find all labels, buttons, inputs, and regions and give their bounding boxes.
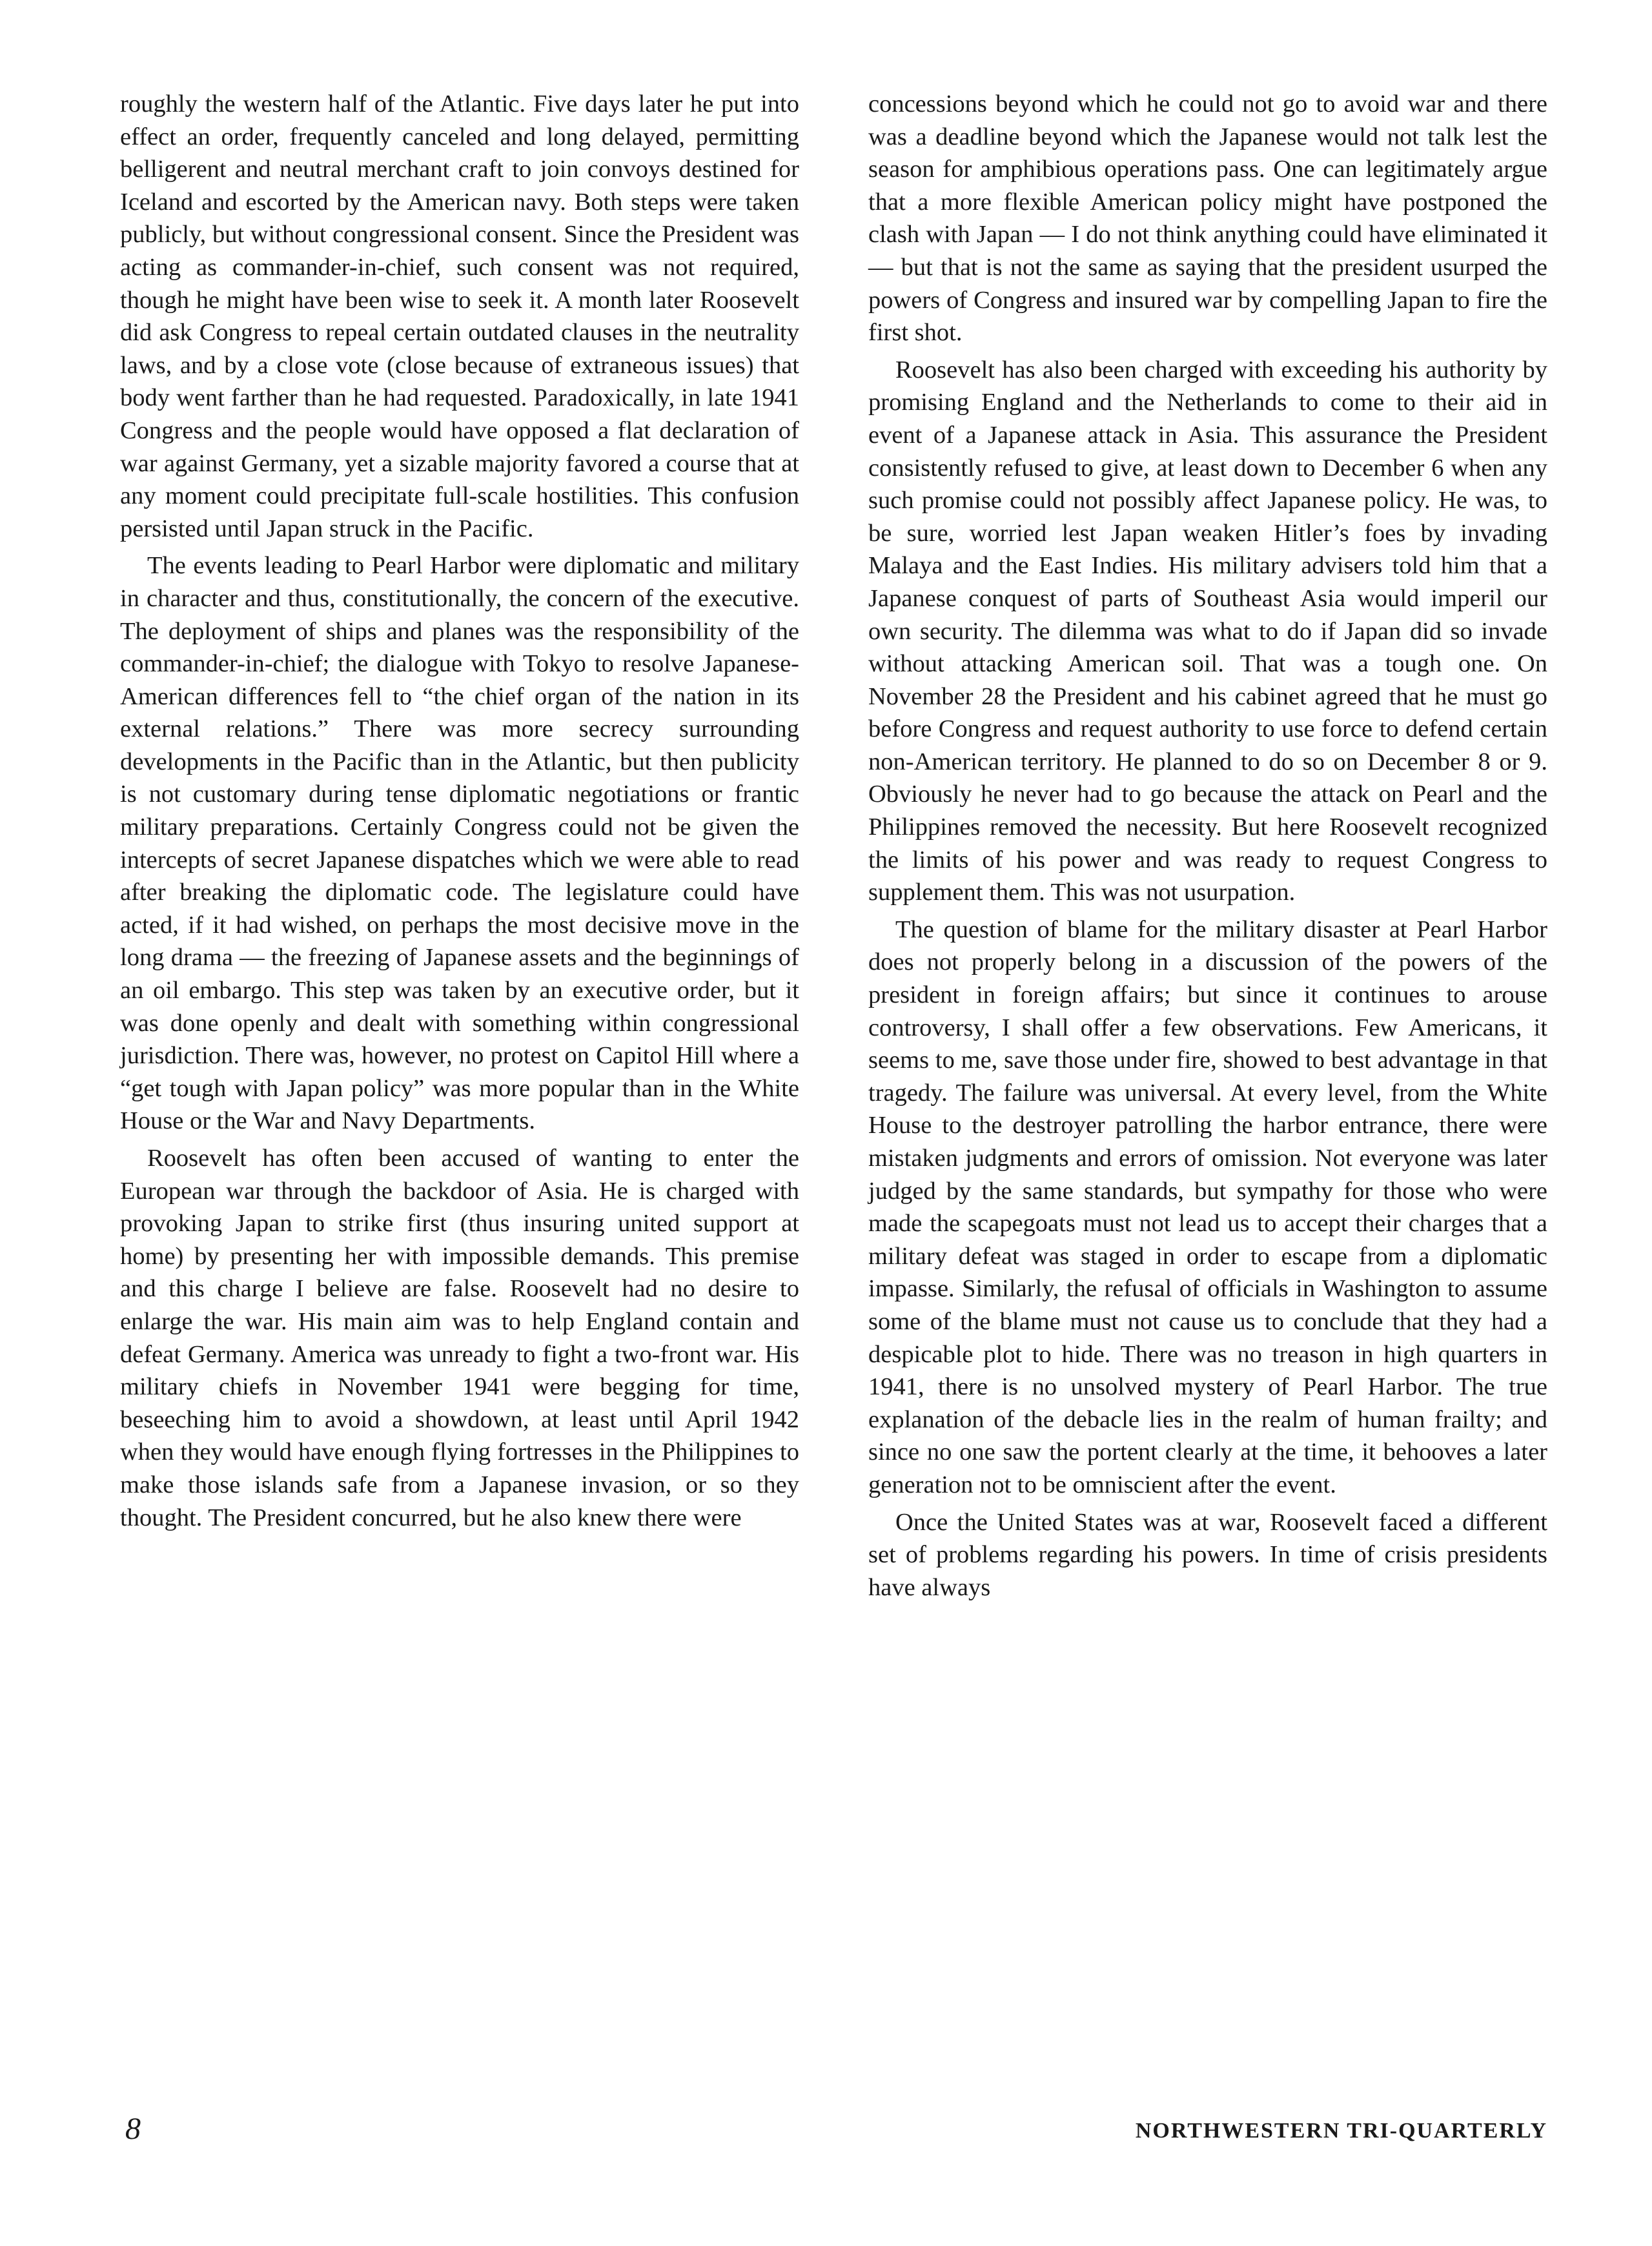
left-text-column	[120, 88, 799, 1534]
page-footer	[120, 2110, 1547, 2149]
right-text-column	[868, 88, 1547, 1604]
paragraph: The events leading to Pearl Harbor were diplomatic and military in character and thus, constitutionally, the concern of the executive. The deployment of ships and planes was the responsibility of the commander-in-chief; the dialogue with Tokyo to resolve Japanese-American differences fell to “the chief organ of the nation in its external relations.” There was more secrecy surrounding developments in the Pacific than in the Atlantic, but then publicity is not customary during tense diplomatic negotiations or frantic military preparations. Certainly Congress could not be given the intercepts of secret Japanese dispatches which we were able to read after breaking the diplomatic code. The legislature could have acted, if it had wished, on perhaps the most decisive move in the long drama — the freezing of Japanese assets and the beginnings of an oil embargo. This step was taken by an executive order, but it was done openly and dealt with something within congressional jurisdiction. There was, however, no protest on Capitol Hill where a “get tough with Japan policy” was more popular than in the White House or the War and Navy Departments.	[120, 552, 799, 1135]
paragraph: concessions beyond which he could not go to avoid war and there was a deadline beyond which the Japanese would not talk lest the season for amphibious operations pass. One can legitimately argue that a more flexible American policy might have postponed the clash with Japan — I do not think anything could have eliminated it — but that is not the same as saying that the president usurped the powers of Congress and insured war by compelling Japan to fire the first shot.	[868, 90, 1547, 347]
paragraph: roughly the western half of the Atlantic. Five days later he put into effect an order, frequently canceled and long delayed, permitting belligerent and neutral merchant craft to join convoys destined for Iceland and escorted by the American navy. Both steps were taken publicly, but without congressional consent. Since the President was acting as commander-in-chief, such consent was not required, though he might have been wise to seek it. A month later Roosevelt did ask Congress to repeal certain outdated clauses in the neutrality laws, and by a close vote (close because of extraneous issues) that body went farther than he had requested. Paradoxically, in late 1941 Congress and the people would have opposed a flat declaration of war against Germany, yet a sizable majority favored a course that at any moment could precipitate full-scale hostilities. This confusion persisted until Japan struck in the Pacific.	[120, 90, 799, 542]
paragraph: Roosevelt has also been charged with exceeding his authority by promising England and the Netherlands to come to their aid in event of a Japanese attack in Asia. This assurance the President consistently refused to give, at least down to December 6 when any such promise could not possibly affect Japanese policy. He was, to be sure, worried lest Japan weaken Hitler’s foes by invading Malaya and the East Indies. His military advisers told him that a Japanese conquest of parts of Southeast Asia would imperil our own security. The dilemma was what to do if Japan did so invade without attacking American soil. That was a tough one. On November 28 the President and his cabinet agreed that he must go before Congress and request authority to use force to defend certain non-American territory. He planned to do so on December 8 or 9. Obviously he never had to go because the attack on Pearl and the Philippines removed the necessity. But here Roosevelt recognized the limits of his power and was ready to request Congress to supplement them. This was not usurpation.	[868, 356, 1547, 906]
paragraph: The question of blame for the military disaster at Pearl Harbor does not properly belong in a discussion of the powers of the president in foreign affairs; but since it continues to arouse controversy, I shall offer a few observations. Few Americans, it seems to me, save those under fire, showed to best advantage in that tragedy. The failure was universal. At every level, from the White House to the destroyer patrolling the harbor entrance, there were mistaken judgments and errors of omission. Not everyone was later judged by the same standards, but sympathy for those who were made the scapegoats must not lead us to accept their charges that a military defeat was staged in order to escape from a diplomatic impasse. Similarly, the refusal of officials in Washington to assume some of the blame must not cause us to conclude that they had a despicable plot to hide. There was no treason in high quarters in 1941, there is no unsolved mystery of Pearl Harbor. The true explanation of the debacle lies in the realm of human frailty; and since no one saw the portent clearly at the time, it behooves a later generation not to be omniscient after the event.	[868, 915, 1547, 1498]
paragraph: Roosevelt has often been accused of wanting to enter the European war through the backdoor of Asia. He is charged with provoking Japan to strike first (thus insuring united support at home) by presenting her with impossible demands. This premise and this charge I believe are false. Roosevelt had no desire to enlarge the war. His main aim was to help England contain and defeat Germany. America was unready to fight a two-front war. His military chiefs in November 1941 were begging for time, beseeching him to avoid a showdown, at least until April 1942 when they would have enough flying fortresses in the Philippines to make those islands safe from a Japanese invasion, or so they thought. The President concurred, but he also knew there were	[120, 1145, 799, 1531]
journal-name: NORTHWESTERN TRI-QUARTERLY	[1135, 2119, 1547, 2143]
paragraph: Once the United States was at war, Roosevelt faced a different set of problems regarding his powers. In time of crisis presidents have always	[868, 1508, 1547, 1601]
page-number: 8	[125, 2112, 141, 2146]
